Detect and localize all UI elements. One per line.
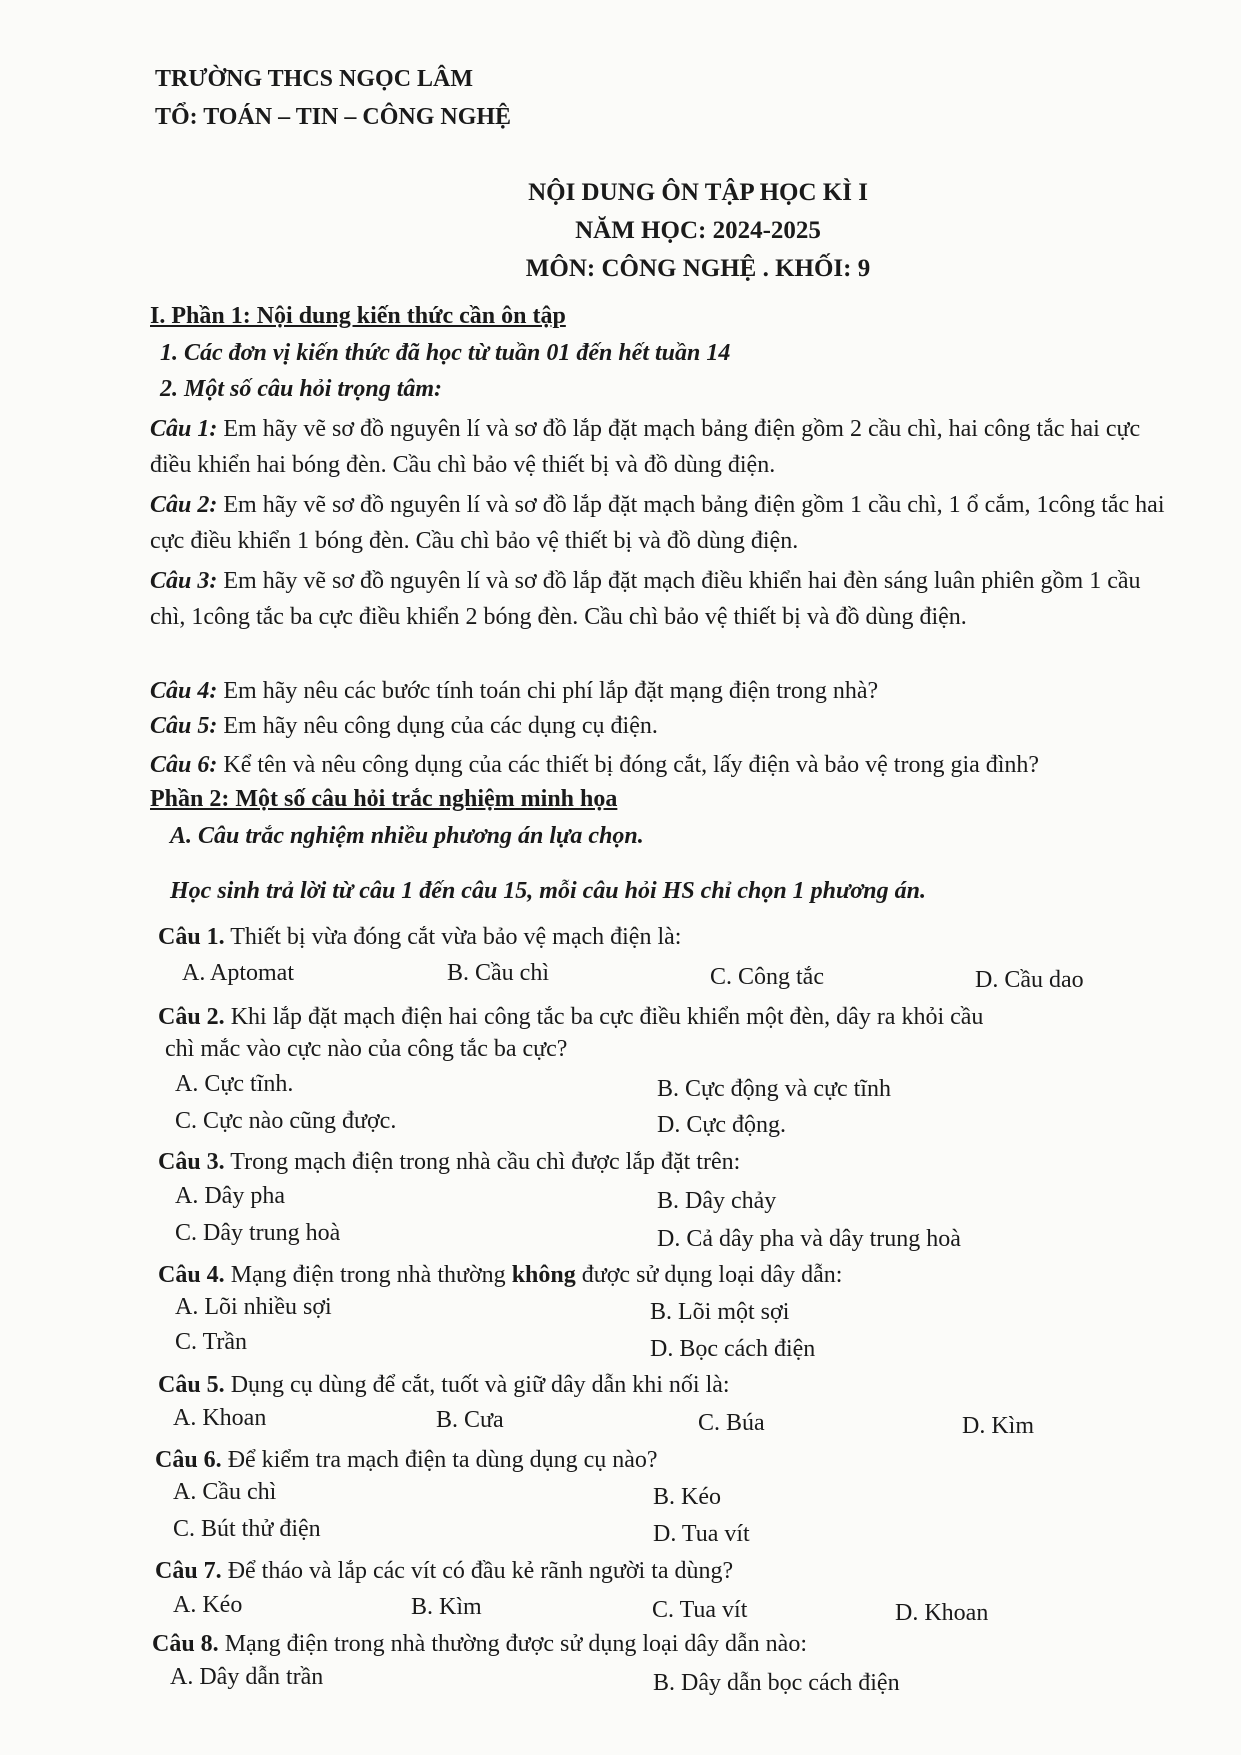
mcq-question-6 bbox=[155, 1445, 658, 1475]
essay-question-3 bbox=[150, 563, 1170, 635]
option-d: D. Cầu dao bbox=[975, 967, 1084, 993]
part2-heading: Phần 2: Một số câu hỏi trắc nghiệm minh họa bbox=[150, 786, 618, 812]
option-d: D. Tua vít bbox=[653, 1521, 750, 1547]
option-b: B. Lõi một sợi bbox=[650, 1299, 790, 1325]
question-text: Để tháo và lắp các vít có đầu kẻ rãnh người ta dùng? bbox=[221, 1558, 734, 1584]
mcq-question-3 bbox=[158, 1147, 740, 1177]
essay-question-6 bbox=[150, 750, 1039, 780]
school-name: TRƯỜNG THCS NGỌC LÂM bbox=[155, 66, 474, 92]
question-text: được sử dụng loại dây dẫn: bbox=[575, 1262, 843, 1288]
question-emphasis: không bbox=[511, 1262, 576, 1288]
doc-title-line1: NỘI DUNG ÔN TẬP HỌC KÌ I bbox=[528, 179, 868, 206]
question-label: Câu 6: bbox=[150, 752, 218, 778]
option-c: C. Tua vít bbox=[652, 1597, 748, 1623]
essay-question-5 bbox=[150, 711, 658, 741]
mcq-question-4 bbox=[158, 1260, 842, 1290]
question-text: Em hãy nêu công dụng của các dụng cụ điện. bbox=[217, 713, 658, 739]
option-a: A. Aptomat bbox=[182, 960, 294, 986]
option-c: C. Trần bbox=[175, 1329, 248, 1355]
part1-sub2: 2. Một số câu hỏi trọng tâm: bbox=[160, 376, 443, 402]
option-d: D. Khoan bbox=[895, 1600, 989, 1626]
mcq-question-5 bbox=[158, 1370, 730, 1400]
mcq-question-1 bbox=[158, 922, 681, 952]
option-d: D. Kìm bbox=[962, 1413, 1034, 1439]
essay-question-2 bbox=[150, 487, 1170, 559]
option-a: A. Cầu chì bbox=[173, 1479, 277, 1505]
question-text: Mạng điện trong nhà thường bbox=[224, 1262, 512, 1288]
question-text: Khi lắp đặt mạch điện hai công tắc ba cực điều khiển một đèn, dây ra khỏi cầu bbox=[224, 1004, 984, 1030]
question-label: Câu 3: bbox=[150, 568, 218, 594]
question-label: Câu 6. bbox=[155, 1447, 222, 1473]
question-label: Câu 5: bbox=[150, 713, 218, 739]
question-label: Câu 3. bbox=[158, 1149, 225, 1175]
question-label: Câu 7. bbox=[155, 1558, 222, 1584]
essay-question-1 bbox=[150, 411, 1170, 483]
question-text: Thiết bị vừa đóng cắt vừa bảo vệ mạch điện là: bbox=[224, 924, 682, 950]
option-a: A. Lõi nhiều sợi bbox=[175, 1294, 332, 1320]
option-c: C. Công tắc bbox=[710, 964, 824, 990]
question-text: Để kiểm tra mạch điện ta dùng dụng cụ nào? bbox=[221, 1447, 658, 1473]
question-text: Dụng cụ dùng để cắt, tuốt và giữ dây dẫn khi nối là: bbox=[224, 1372, 730, 1398]
option-a: A. Dây dẫn trần bbox=[170, 1664, 324, 1690]
option-b: B. Dây dẫn bọc cách điện bbox=[653, 1670, 900, 1696]
question-text: Mạng điện trong nhà thường được sử dụng loại dây dẫn nào: bbox=[218, 1631, 807, 1657]
mcq-question-8 bbox=[152, 1629, 807, 1659]
option-c: C. Dây trung hoà bbox=[175, 1220, 341, 1246]
option-a: A. Khoan bbox=[173, 1405, 267, 1431]
option-b: B. Cực động và cực tĩnh bbox=[657, 1076, 891, 1102]
question-text: Em hãy vẽ sơ đồ nguyên lí và sơ đồ lắp đặt mạch bảng điện gồm 2 cầu chì, hai công tắc hai cực điều khiển hai bóng đèn. Cầu chì bảo vệ thiết bị và đồ dùng điện. bbox=[150, 416, 1141, 478]
option-b: B. Kìm bbox=[411, 1594, 482, 1620]
question-label: Câu 1: bbox=[150, 416, 218, 442]
question-text: Em hãy vẽ sơ đồ nguyên lí và sơ đồ lắp đặt mạch bảng điện gồm 1 cầu chì, 1 ổ cắm, 1công tắc hai cực điều khiển 1 bóng đèn. Cầu chì bảo vệ thiết bị và đồ dùng điện. bbox=[150, 492, 1165, 554]
part2-instruction: Học sinh trả lời từ câu 1 đến câu 15, mỗi câu hỏi HS chỉ chọn 1 phương án. bbox=[170, 878, 926, 904]
option-b: B. Cầu chì bbox=[447, 960, 549, 986]
doc-title-line2: NĂM HỌC: 2024-2025 bbox=[575, 217, 821, 244]
mcq-question-2 bbox=[158, 1002, 983, 1032]
question-text: Em hãy vẽ sơ đồ nguyên lí và sơ đồ lắp đặt mạch điều khiển hai đèn sáng luân phiên gồm 1 cầu chì, 1công tắc ba cực điều khiển 2 bóng đèn. Cầu chì bảo vệ thiết bị và đồ dùng điện. bbox=[150, 568, 1141, 630]
part1-heading: I. Phần 1: Nội dung kiến thức cần ôn tập bbox=[150, 303, 566, 329]
question-label: Câu 2: bbox=[150, 492, 218, 518]
question-text: Trong mạch điện trong nhà cầu chì được lắp đặt trên: bbox=[224, 1149, 741, 1175]
option-a: A. Dây pha bbox=[175, 1183, 285, 1209]
option-d: D. Cả dây pha và dây trung hoà bbox=[657, 1226, 961, 1252]
option-a: A. Cực tĩnh. bbox=[175, 1071, 294, 1097]
question-text: Em hãy nêu các bước tính toán chi phí lắp đặt mạng điện trong nhà? bbox=[217, 678, 879, 704]
question-text: Kể tên và nêu công dụng của các thiết bị đóng cắt, lấy điện và bảo vệ trong gia đình? bbox=[217, 752, 1040, 778]
question-label: Câu 4: bbox=[150, 678, 218, 704]
question-label: Câu 5. bbox=[158, 1372, 225, 1398]
department-name: TỔ: TOÁN – TIN – CÔNG NGHỆ bbox=[155, 104, 512, 130]
option-c: C. Cực nào cũng được. bbox=[175, 1108, 397, 1134]
option-c: C. Bút thử điện bbox=[173, 1516, 321, 1542]
mcq-question-7 bbox=[155, 1556, 733, 1586]
option-a: A. Kéo bbox=[173, 1592, 243, 1618]
question-label: Câu 8. bbox=[152, 1631, 219, 1657]
part1-sub1: 1. Các đơn vị kiến thức đã học từ tuần 01 đến hết tuần 14 bbox=[160, 340, 731, 366]
option-c: C. Búa bbox=[698, 1410, 765, 1436]
option-d: D. Bọc cách điện bbox=[650, 1336, 816, 1362]
option-b: B. Dây chảy bbox=[657, 1188, 777, 1214]
option-b: B. Kéo bbox=[653, 1484, 721, 1510]
doc-title-line3: MÔN: CÔNG NGHỆ . KHỐI: 9 bbox=[525, 255, 871, 282]
question-label: Câu 1. bbox=[158, 924, 225, 950]
question-label: Câu 2. bbox=[158, 1004, 225, 1030]
option-d: D. Cực động. bbox=[657, 1112, 786, 1138]
question-label: Câu 4. bbox=[158, 1262, 225, 1288]
essay-question-4 bbox=[150, 676, 878, 706]
mcq-question-2-cont: chì mắc vào cực nào của công tắc ba cực? bbox=[165, 1036, 568, 1062]
option-b: B. Cưa bbox=[436, 1407, 504, 1433]
part2-subA: A. Câu trắc nghiệm nhiều phương án lựa chọn. bbox=[170, 823, 644, 849]
